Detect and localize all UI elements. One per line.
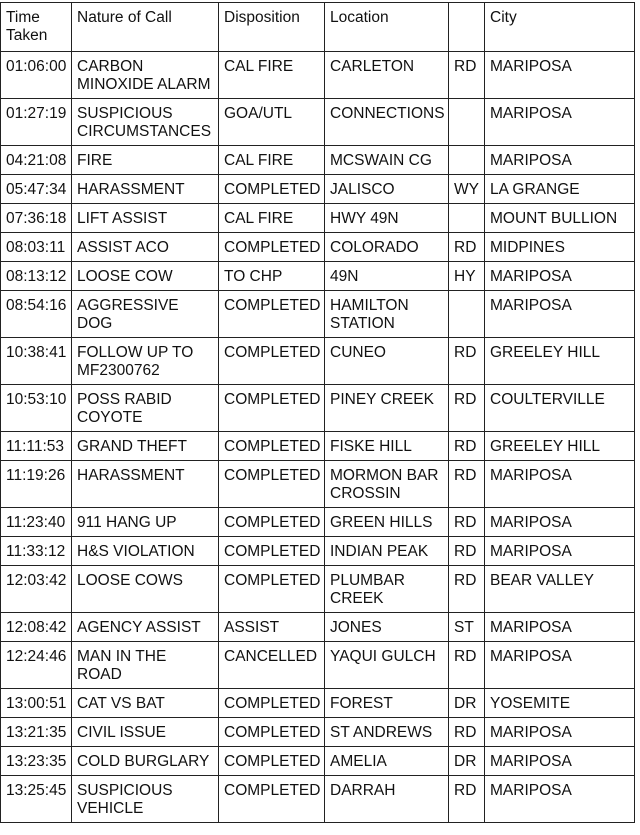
time-taken-cell: 08:03:11 <box>1 233 72 262</box>
nature-of-call-cell: AGENCY ASSIST <box>72 613 219 642</box>
location-cell: INDIAN PEAK <box>325 537 449 566</box>
city-cell: MARIPOSA <box>485 642 635 689</box>
location-cell: YAQUI GULCH <box>325 642 449 689</box>
nature-of-call-cell: LIFT ASSIST <box>72 204 219 233</box>
location-cell: PLUMBAR CREEK <box>325 566 449 613</box>
time-taken-cell: 12:24:46 <box>1 642 72 689</box>
location-cell: HAMILTON STATION <box>325 291 449 338</box>
table-row <box>1 385 635 432</box>
time-taken-cell: 13:23:35 <box>1 747 72 776</box>
city-cell: MARIPOSA <box>485 52 635 99</box>
location-cell: PINEY CREEK <box>325 385 449 432</box>
street-suffix-cell: RD <box>449 718 485 747</box>
disposition-cell: CAL FIRE <box>219 204 325 233</box>
nature-of-call-cell: MAN IN THE ROAD <box>72 642 219 689</box>
table-row <box>1 262 635 291</box>
time-taken-cell: 12:08:42 <box>1 613 72 642</box>
street-suffix-cell: RD <box>449 385 485 432</box>
city-cell: COULTERVILLE <box>485 385 635 432</box>
table-row <box>1 566 635 613</box>
street-suffix-cell: DR <box>449 689 485 718</box>
nature-of-call-cell: COLD BURGLARY <box>72 747 219 776</box>
disposition-cell: COMPLETED <box>219 718 325 747</box>
disposition-cell: GOA/UTL <box>219 99 325 146</box>
nature-of-call-cell: SUSPICIOUS CIRCUMSTANCES <box>72 99 219 146</box>
time-taken-cell: 11:11:53 <box>1 432 72 461</box>
time-taken-cell: 11:33:12 <box>1 537 72 566</box>
nature-of-call-cell: AGGRESSIVE DOG <box>72 291 219 338</box>
time-taken-cell: 01:27:19 <box>1 99 72 146</box>
table-row <box>1 642 635 689</box>
street-suffix-cell: WY <box>449 175 485 204</box>
street-suffix-cell: RD <box>449 338 485 385</box>
city-cell: MARIPOSA <box>485 461 635 508</box>
table-row <box>1 461 635 508</box>
location-cell: COLORADO <box>325 233 449 262</box>
city-cell: GREELEY HILL <box>485 432 635 461</box>
location-cell: DARRAH <box>325 776 449 823</box>
city-cell: MARIPOSA <box>485 262 635 291</box>
city-cell: YOSEMITE <box>485 689 635 718</box>
location-cell: FISKE HILL <box>325 432 449 461</box>
disposition-cell: COMPLETED <box>219 566 325 613</box>
disposition-cell: COMPLETED <box>219 776 325 823</box>
disposition-cell: ASSIST <box>219 613 325 642</box>
nature-of-call-cell: ASSIST ACO <box>72 233 219 262</box>
disposition-cell: COMPLETED <box>219 537 325 566</box>
header-time-taken: Time Taken <box>1 3 72 52</box>
disposition-cell: COMPLETED <box>219 338 325 385</box>
table-row <box>1 432 635 461</box>
header-disposition: Disposition <box>219 3 325 52</box>
street-suffix-cell <box>449 291 485 338</box>
city-cell: MIDPINES <box>485 233 635 262</box>
city-cell: MARIPOSA <box>485 747 635 776</box>
nature-of-call-cell: FOLLOW UP TO MF2300762 <box>72 338 219 385</box>
disposition-cell: COMPLETED <box>219 291 325 338</box>
disposition-cell: CANCELLED <box>219 642 325 689</box>
city-cell: MARIPOSA <box>485 146 635 175</box>
nature-of-call-cell: CAT VS BAT <box>72 689 219 718</box>
table-row <box>1 776 635 823</box>
time-taken-cell: 11:19:26 <box>1 461 72 508</box>
nature-of-call-cell: GRAND THEFT <box>72 432 219 461</box>
disposition-cell: CAL FIRE <box>219 52 325 99</box>
street-suffix-cell: RD <box>449 508 485 537</box>
street-suffix-cell: RD <box>449 432 485 461</box>
disposition-cell: TO CHP <box>219 262 325 291</box>
disposition-cell: COMPLETED <box>219 461 325 508</box>
header-city: City <box>485 3 635 52</box>
table-row <box>1 233 635 262</box>
time-taken-cell: 07:36:18 <box>1 204 72 233</box>
city-cell: MOUNT BULLION <box>485 204 635 233</box>
time-taken-cell: 10:53:10 <box>1 385 72 432</box>
disposition-cell: CAL FIRE <box>219 146 325 175</box>
table-row <box>1 537 635 566</box>
disposition-cell: COMPLETED <box>219 175 325 204</box>
city-cell: MARIPOSA <box>485 613 635 642</box>
time-taken-cell: 01:06:00 <box>1 52 72 99</box>
street-suffix-cell <box>449 146 485 175</box>
location-cell: JALISCO <box>325 175 449 204</box>
street-suffix-cell: ST <box>449 613 485 642</box>
street-suffix-cell: RD <box>449 52 485 99</box>
location-cell: GREEN HILLS <box>325 508 449 537</box>
nature-of-call-cell: CIVIL ISSUE <box>72 718 219 747</box>
city-cell: MARIPOSA <box>485 508 635 537</box>
location-cell: ST ANDREWS <box>325 718 449 747</box>
location-cell: JONES <box>325 613 449 642</box>
location-cell: 49N <box>325 262 449 291</box>
header-nature-of-call: Nature of Call <box>72 3 219 52</box>
street-suffix-cell <box>449 99 485 146</box>
location-cell: AMELIA <box>325 747 449 776</box>
table-row <box>1 291 635 338</box>
location-cell: MCSWAIN CG <box>325 146 449 175</box>
disposition-cell: COMPLETED <box>219 508 325 537</box>
table-row <box>1 175 635 204</box>
street-suffix-cell: RD <box>449 566 485 613</box>
time-taken-cell: 13:00:51 <box>1 689 72 718</box>
nature-of-call-cell: 911 HANG UP <box>72 508 219 537</box>
time-taken-cell: 04:21:08 <box>1 146 72 175</box>
time-taken-cell: 08:54:16 <box>1 291 72 338</box>
city-cell: LA GRANGE <box>485 175 635 204</box>
nature-of-call-cell: LOOSE COW <box>72 262 219 291</box>
header-street-suffix <box>449 3 485 52</box>
street-suffix-cell: HY <box>449 262 485 291</box>
table-row <box>1 508 635 537</box>
time-taken-cell: 13:25:45 <box>1 776 72 823</box>
street-suffix-cell: DR <box>449 747 485 776</box>
nature-of-call-cell: SUSPICIOUS VEHICLE <box>72 776 219 823</box>
time-taken-cell: 08:13:12 <box>1 262 72 291</box>
table-row <box>1 747 635 776</box>
disposition-cell: COMPLETED <box>219 689 325 718</box>
time-taken-cell: 13:21:35 <box>1 718 72 747</box>
location-cell: HWY 49N <box>325 204 449 233</box>
table-row <box>1 613 635 642</box>
street-suffix-cell: RD <box>449 537 485 566</box>
nature-of-call-cell: FIRE <box>72 146 219 175</box>
city-cell: MARIPOSA <box>485 99 635 146</box>
nature-of-call-cell: HARASSMENT <box>72 461 219 508</box>
city-cell: BEAR VALLEY <box>485 566 635 613</box>
street-suffix-cell: RD <box>449 642 485 689</box>
call-log-table <box>0 2 635 823</box>
time-taken-cell: 05:47:34 <box>1 175 72 204</box>
street-suffix-cell: RD <box>449 776 485 823</box>
header-row <box>1 3 635 52</box>
city-cell: MARIPOSA <box>485 718 635 747</box>
location-cell: MORMON BAR CROSSIN <box>325 461 449 508</box>
nature-of-call-cell: POSS RABID COYOTE <box>72 385 219 432</box>
location-cell: CUNEO <box>325 338 449 385</box>
table-row <box>1 338 635 385</box>
nature-of-call-cell: LOOSE COWS <box>72 566 219 613</box>
city-cell: MARIPOSA <box>485 537 635 566</box>
table-row <box>1 718 635 747</box>
nature-of-call-cell: H&S VIOLATION <box>72 537 219 566</box>
table-row <box>1 689 635 718</box>
location-cell: CARLETON <box>325 52 449 99</box>
disposition-cell: COMPLETED <box>219 233 325 262</box>
time-taken-cell: 11:23:40 <box>1 508 72 537</box>
street-suffix-cell <box>449 204 485 233</box>
nature-of-call-cell: CARBON MINOXIDE ALARM <box>72 52 219 99</box>
location-cell: CONNECTIONS <box>325 99 449 146</box>
time-taken-cell: 10:38:41 <box>1 338 72 385</box>
disposition-cell: COMPLETED <box>219 432 325 461</box>
city-cell: GREELEY HILL <box>485 338 635 385</box>
disposition-cell: COMPLETED <box>219 747 325 776</box>
city-cell: MARIPOSA <box>485 291 635 338</box>
street-suffix-cell: RD <box>449 233 485 262</box>
city-cell: MARIPOSA <box>485 776 635 823</box>
table-row <box>1 146 635 175</box>
location-cell: FOREST <box>325 689 449 718</box>
table-row <box>1 99 635 146</box>
nature-of-call-cell: HARASSMENT <box>72 175 219 204</box>
table-row <box>1 52 635 99</box>
time-taken-cell: 12:03:42 <box>1 566 72 613</box>
street-suffix-cell: RD <box>449 461 485 508</box>
header-location: Location <box>325 3 449 52</box>
table-row <box>1 204 635 233</box>
disposition-cell: COMPLETED <box>219 385 325 432</box>
